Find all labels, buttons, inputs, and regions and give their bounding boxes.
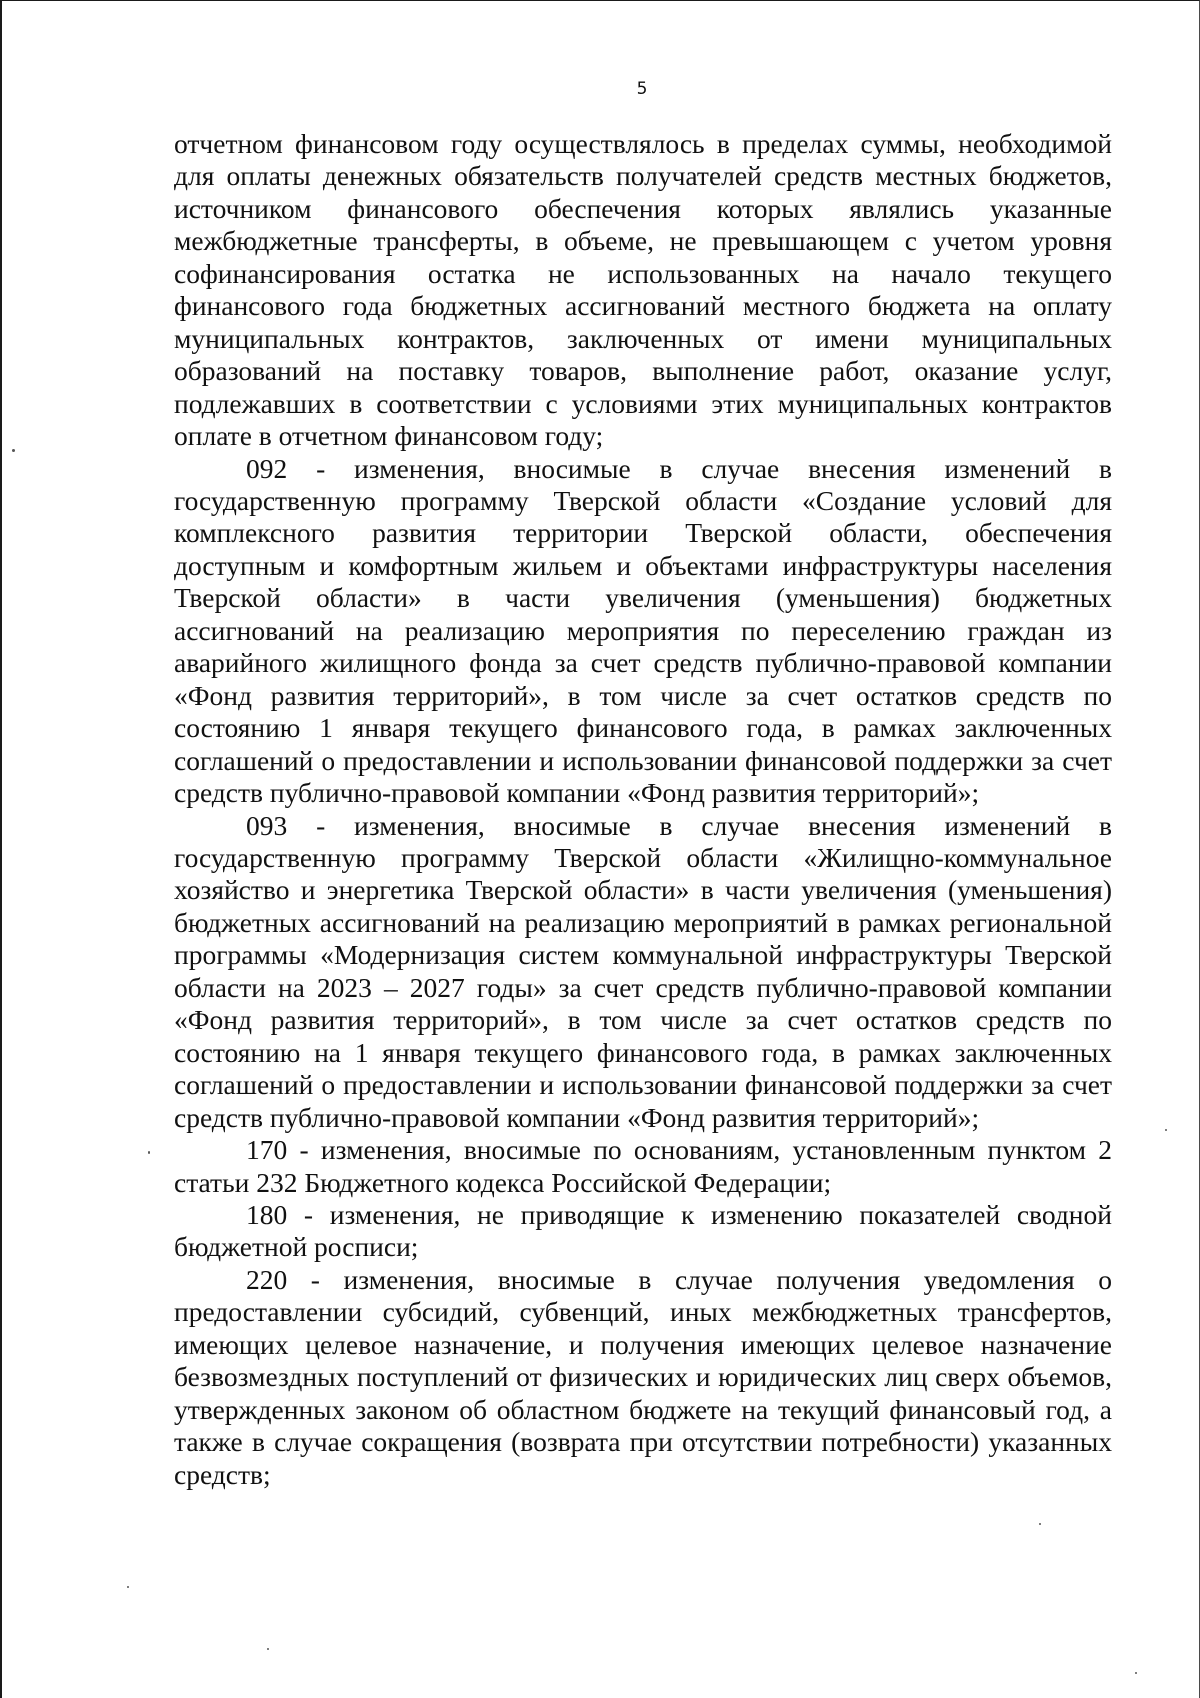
text-line: Тверской области» в части увеличения (уменьшения) бюджетных [174, 582, 1112, 614]
text-line: средств; [174, 1458, 271, 1490]
scan-speck [148, 1151, 150, 1154]
text-line: для оплаты денежных обязательств получателей средств местных бюджетов, [174, 160, 1112, 192]
text-line: межбюджетные трансферты, в объеме, не превышающем с учетом уровня [174, 225, 1112, 257]
paragraph-170 [174, 1134, 1112, 1199]
paragraph-180 [174, 1199, 1112, 1264]
text-line: безвозмездных поступлений от физических и юридических лиц сверх объемов, [174, 1361, 1112, 1393]
text-line: 170 - изменения, вносимые по основаниям, установленным пунктом 2 [246, 1134, 1112, 1166]
text-line: «Фонд развития территорий», в том числе за счет остатков средств по [174, 679, 1112, 711]
document-body [174, 128, 1112, 1491]
text-line: предоставлении субсидий, субвенций, иных межбюджетных трансфертов, [174, 1296, 1112, 1328]
text-line: доступным и комфортным жильем и объектами инфраструктуры населения [174, 549, 1112, 581]
text-line: подлежавших в соответствии с условиями этих муниципальных контрактов [174, 387, 1112, 419]
scan-speck [1165, 1129, 1167, 1131]
paragraph-092 [174, 453, 1112, 810]
scan-speck [1039, 1523, 1041, 1525]
paragraph-220 [174, 1264, 1112, 1491]
scan-speck [267, 1648, 269, 1650]
paragraph-093 [174, 810, 1112, 1135]
text-line: ассигнований на реализацию мероприятия по переселению граждан из [174, 614, 1112, 646]
text-line: софинансирования остатка не использованных на начало текущего [174, 257, 1112, 289]
text-line: состоянию на 1 января текущего финансового года, в рамках заключенных [174, 1036, 1112, 1068]
text-line: области на 2023 – 2027 годы» за счет средств публично-правовой компании [174, 971, 1112, 1003]
text-line: комплексного развития территории Тверской области, обеспечения [174, 517, 1112, 549]
text-line: 220 - изменения, вносимые в случае получения уведомления о [246, 1263, 1112, 1295]
scan-speck [1135, 1672, 1137, 1674]
text-line: оплате в отчетном финансовом году; [174, 420, 604, 452]
text-line: бюджетных ассигнований на реализацию мероприятий в рамках региональной [174, 906, 1112, 938]
text-line: 180 - изменения, не приводящие к изменению показателей сводной [246, 1198, 1112, 1230]
text-line: утвержденных законом об областном бюджете на текущий финансовый год, а [174, 1393, 1112, 1425]
text-line: 093 - изменения, вносимые в случае внесения изменений в [246, 809, 1112, 841]
text-line: соглашений о предоставлении и использовании финансовой поддержки за счет [174, 1069, 1112, 1101]
page-number: 5 [636, 79, 648, 99]
text-line: имеющих целевое назначение, и получения имеющих целевое назначение [174, 1328, 1112, 1360]
text-line: программы «Модернизация систем коммунальной инфраструктуры Тверской [174, 939, 1112, 971]
text-line: образований на поставку товаров, выполнение работ, оказание услуг, [174, 355, 1112, 387]
paragraph-continuation [174, 128, 1112, 453]
text-line: финансового года бюджетных ассигнований местного бюджета на оплату [174, 290, 1112, 322]
text-line: 092 - изменения, вносимые в случае внесения изменений в [246, 452, 1112, 484]
text-line: аварийного жилищного фонда за счет средств публично-правовой компании [174, 647, 1112, 679]
text-line: средств публично-правовой компании «Фонд развития территорий»; [174, 777, 980, 809]
text-line: средств публично-правовой компании «Фонд развития территорий»; [174, 1101, 980, 1133]
scan-speck [127, 1586, 129, 1588]
text-line: бюджетной росписи; [174, 1231, 419, 1263]
text-line: соглашений о предоставлении и использовании финансовой поддержки за счет [174, 744, 1112, 776]
text-line: государственную программу Тверской области «Жилищно-коммунальное [174, 841, 1112, 873]
scan-speck [12, 449, 15, 452]
text-line: также в случае сокращения (возврата при отсутствии потребности) указанных [174, 1426, 1112, 1458]
text-line: отчетном финансовом году осуществлялось в пределах суммы, необходимой [174, 128, 1112, 159]
text-line: хозяйство и энергетика Тверской области» в части увеличения (уменьшения) [174, 874, 1112, 906]
text-line: муниципальных контрактов, заключенных от имени муниципальных [174, 322, 1112, 354]
text-line: «Фонд развития территорий», в том числе за счет остатков средств по [174, 1004, 1112, 1036]
text-line: государственную программу Тверской области «Создание условий для [174, 484, 1112, 516]
text-line: источником финансового обеспечения которых являлись указанные [174, 192, 1112, 224]
text-line: состоянию 1 января текущего финансового года, в рамках заключенных [174, 712, 1112, 744]
text-line: статьи 232 Бюджетного кодекса Российской Федерации; [174, 1166, 832, 1198]
